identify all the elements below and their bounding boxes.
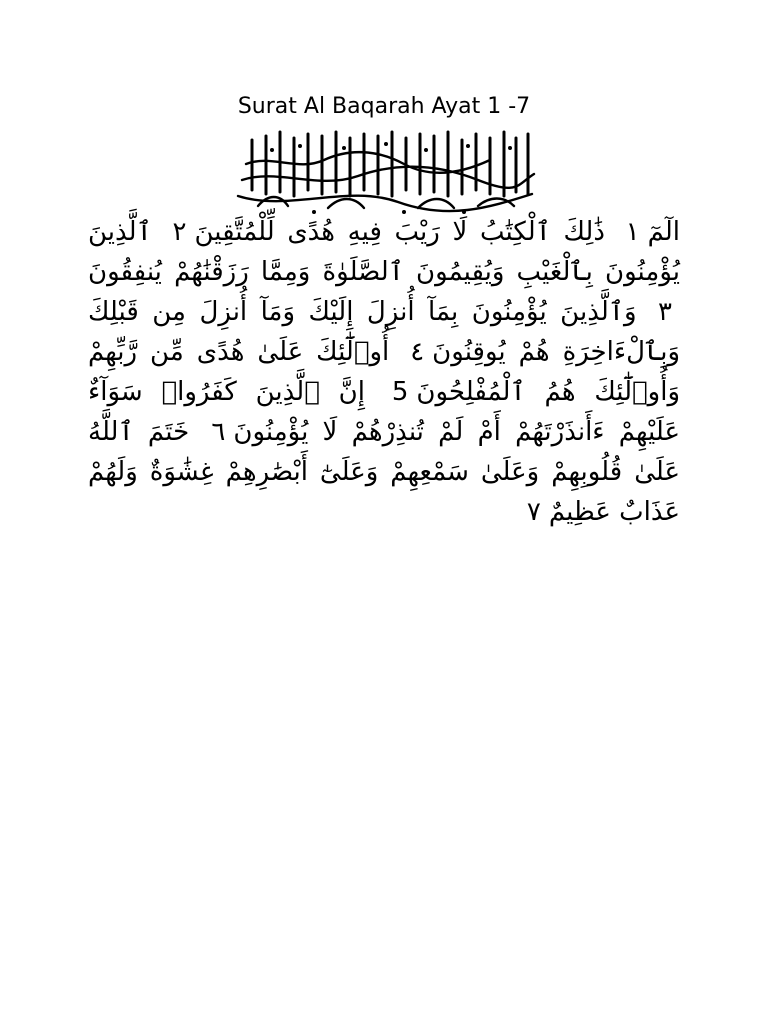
verse-text: وَٱلَّذِينَ يُؤْمِنُونَ بِمَآ أُنزِلَ إِلَيْكَ وَمَآ أُنزِلَ مِن قَبْلِكَ وَبِٱلْءَاخِرَةِ هُمْ يُوقِنُونَ (88, 297, 680, 367)
page-title: Surat Al Baqarah Ayat 1 -7 (237, 94, 531, 119)
verse-text: ٱلَّذِينَ يُؤْمِنُونَ بِٱلْغَيْبِ وَيُقِيمُونَ ٱلصَّلَوٰةَ وَمِمَّا رَزَقْنَٰهُمْ يُنفِقُونَ (88, 217, 680, 287)
verse-text: ذَٰلِكَ ٱلْكِتَٰبُ لَا رَيْبَ فِيهِ هُدًى لِّلْمُتَّقِينَ (194, 217, 605, 247)
verse-text: أُو۟لَٰٓئِكَ عَلَىٰ هُدًى مِّن رَّبِّهِمْ وَأُو۟لَٰٓئِكَ هُمُ ٱلْمُفْلِحُونَ (88, 337, 680, 407)
verse-number: ٣ (658, 297, 673, 327)
verse-text: إِنَّ ٱلَّذِينَ كَفَرُوا۟ سَوَآءٌ عَلَيْهِمْ ءَأَنذَرْتَهُمْ أَمْ لَمْ تُنذِرْهُمْ لَا يُؤْمِنُونَ (88, 377, 680, 447)
verse (618, 217, 680, 247)
calligraphy-text: أعوذ بالله من الشيطان الرجيم بسم الله الرحمن الرحيم (372, 174, 396, 175)
verses-block (88, 212, 680, 532)
verse-number: ٦ (211, 417, 226, 447)
verse-text: الٓمٓ (647, 217, 681, 247)
verse-number: ٧ (526, 497, 541, 527)
verse-number: ٢ (172, 217, 187, 247)
verse-text: خَتَمَ ٱللَّهُ عَلَىٰ قُلُوبِهِمْ وَعَلَىٰ سَمْعِهِمْ وَعَلَىٰٓ أَبْصَٰرِهِمْ غِشَٰوَةٌ وَلَهُمْ عَذَابٌ عَظِيمٌ (88, 417, 680, 527)
verse-number: ٤ (410, 337, 425, 367)
bismillah-calligraphy (228, 124, 540, 216)
verse (165, 217, 605, 247)
verse-number: ١ (625, 217, 640, 247)
verse-number: 5 (391, 377, 409, 407)
